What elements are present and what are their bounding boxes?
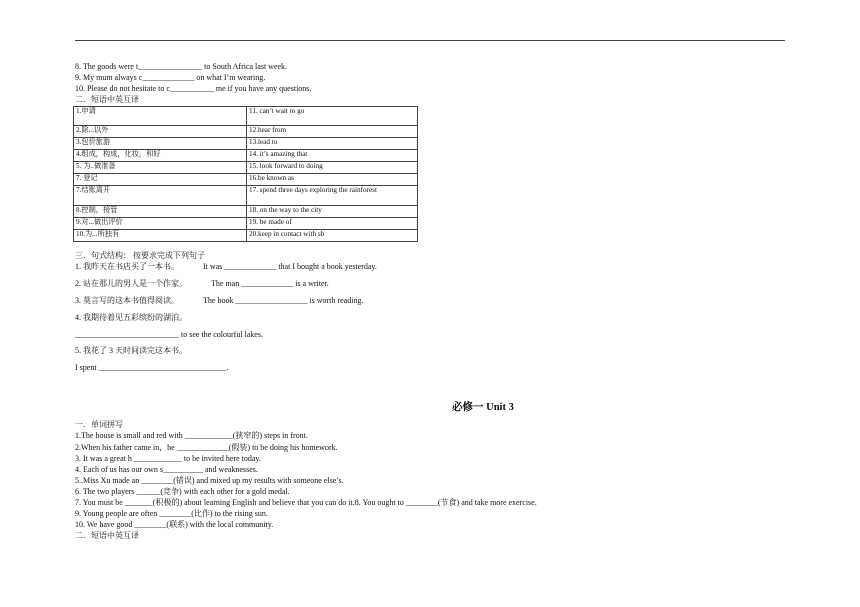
table-row	[74, 230, 418, 242]
section-heading-phrases: 二．短语中英互译	[75, 95, 139, 104]
section-heading-spelling: 一．单词拼写	[75, 420, 123, 429]
sentence-item-3	[75, 296, 363, 306]
table-cell: 14. it’s amazing that	[247, 150, 418, 162]
spelling-item: 1.The house is small and red with ____________(狭窄的) steps in front.	[75, 431, 308, 440]
table-row	[74, 186, 418, 206]
table-row	[74, 162, 418, 174]
phrase-table	[73, 106, 418, 242]
unit-title: 必修一 Unit 3	[452, 402, 514, 413]
spelling-item: 9. Young people are often ________(比作) to the rising sun.	[75, 509, 268, 518]
table-cell: 4.组成，构成，化妆，和好	[74, 150, 247, 162]
table-cell: 13.lead to	[247, 138, 418, 150]
spelling-item: 5..Miss Xu made an ________(错误) and mixed up my results with someone else’s.	[75, 476, 344, 485]
spelling-item: 10. We have good ________(联系) with the local community.	[75, 520, 274, 529]
table-row	[74, 126, 418, 138]
sentence-item-5-cn: 5. 我花了 3 天时间读完这本书。	[75, 346, 187, 355]
table-cell: 3.包价旅游	[74, 138, 247, 150]
table-cell: 7. 登记	[74, 174, 247, 186]
table-row	[74, 138, 418, 150]
sentence-en: The man _____________ is a writer.	[211, 279, 329, 288]
sentence-cn: 3. 莫言写的这本书值得阅读。	[75, 296, 179, 305]
table-cell: 2.除...以外	[74, 126, 247, 138]
table-row	[74, 150, 418, 162]
table-row	[74, 218, 418, 230]
table-cell: 12.hear from	[247, 126, 418, 138]
sentence-en: It was _____________ that I bought a book yesterday.	[203, 262, 377, 271]
sentence-cn: 1. 我昨天在书店买了一本书。	[75, 262, 179, 271]
sentence-item-4-cn: 4. 我期待着见五彩缤纷的湖泊。	[75, 313, 187, 322]
spelling-item: 6. The two players ______(竞争) with each other for a gold medal.	[75, 487, 290, 496]
table-cell: 10.为...所独有	[74, 230, 247, 242]
table-cell: 17. spend three days exploring the rainforest	[247, 186, 418, 206]
sentence-item-5-en: I spent ________________________________.	[75, 363, 229, 372]
table-row	[74, 206, 418, 218]
table-cell: 20.keep in contact with sb	[247, 230, 418, 242]
header-rule	[75, 40, 785, 41]
table-row	[74, 174, 418, 186]
table-row	[74, 107, 418, 126]
sentence-item-2	[75, 279, 329, 289]
spelling-item: 2.When his father came in，he _____________(假装) to be doing his homework.	[75, 443, 338, 452]
table-cell: 11. can’t wait to go	[247, 107, 418, 126]
section-heading-sentences: 三．句式结构： 按要求完成下列句子	[75, 251, 205, 260]
table-cell: 9.对...做出评价	[74, 218, 247, 230]
fill-blank-item-8: 8. The goods were t________________ to South Africa last week.	[75, 62, 288, 71]
fill-blank-item-10: 10. Please do not hesitate to c___________ me if you have any questions.	[75, 84, 312, 93]
table-cell: 18. on the way to the city	[247, 206, 418, 218]
spelling-item: 7. You must be _______(积极的) about learning English and believe that you can do it.8. You ought to ________(节食) and take more exercise.	[75, 498, 537, 507]
table-cell: 8.控制，接管	[74, 206, 247, 218]
table-cell: 1.申请	[74, 107, 247, 126]
table-cell: 5. 为..做准备	[74, 162, 247, 174]
table-cell: 16.be known as	[247, 174, 418, 186]
fill-blank-item-9: 9. My mum always c_____________ on what I’m wearing.	[75, 73, 266, 82]
table-cell: 7.结账离开	[74, 186, 247, 206]
section-heading-phrases-2: 二．短语中英互译	[75, 531, 139, 540]
sentence-en: The book __________________ is worth reading.	[203, 296, 364, 305]
sentence-item-4-en: __________________________ to see the colourful lakes.	[75, 330, 263, 339]
sentence-item-1	[75, 262, 377, 272]
spelling-item: 3. It was a great h ____________ to be invited here today.	[75, 454, 261, 463]
spelling-item: 4. Each of us has our own s__________ and weaknesses.	[75, 465, 258, 474]
table-cell: 15. look forward to doing	[247, 162, 418, 174]
table-cell: 19. be made of	[247, 218, 418, 230]
sentence-cn: 2. 站在那儿的男人是一个作家。	[75, 279, 187, 288]
